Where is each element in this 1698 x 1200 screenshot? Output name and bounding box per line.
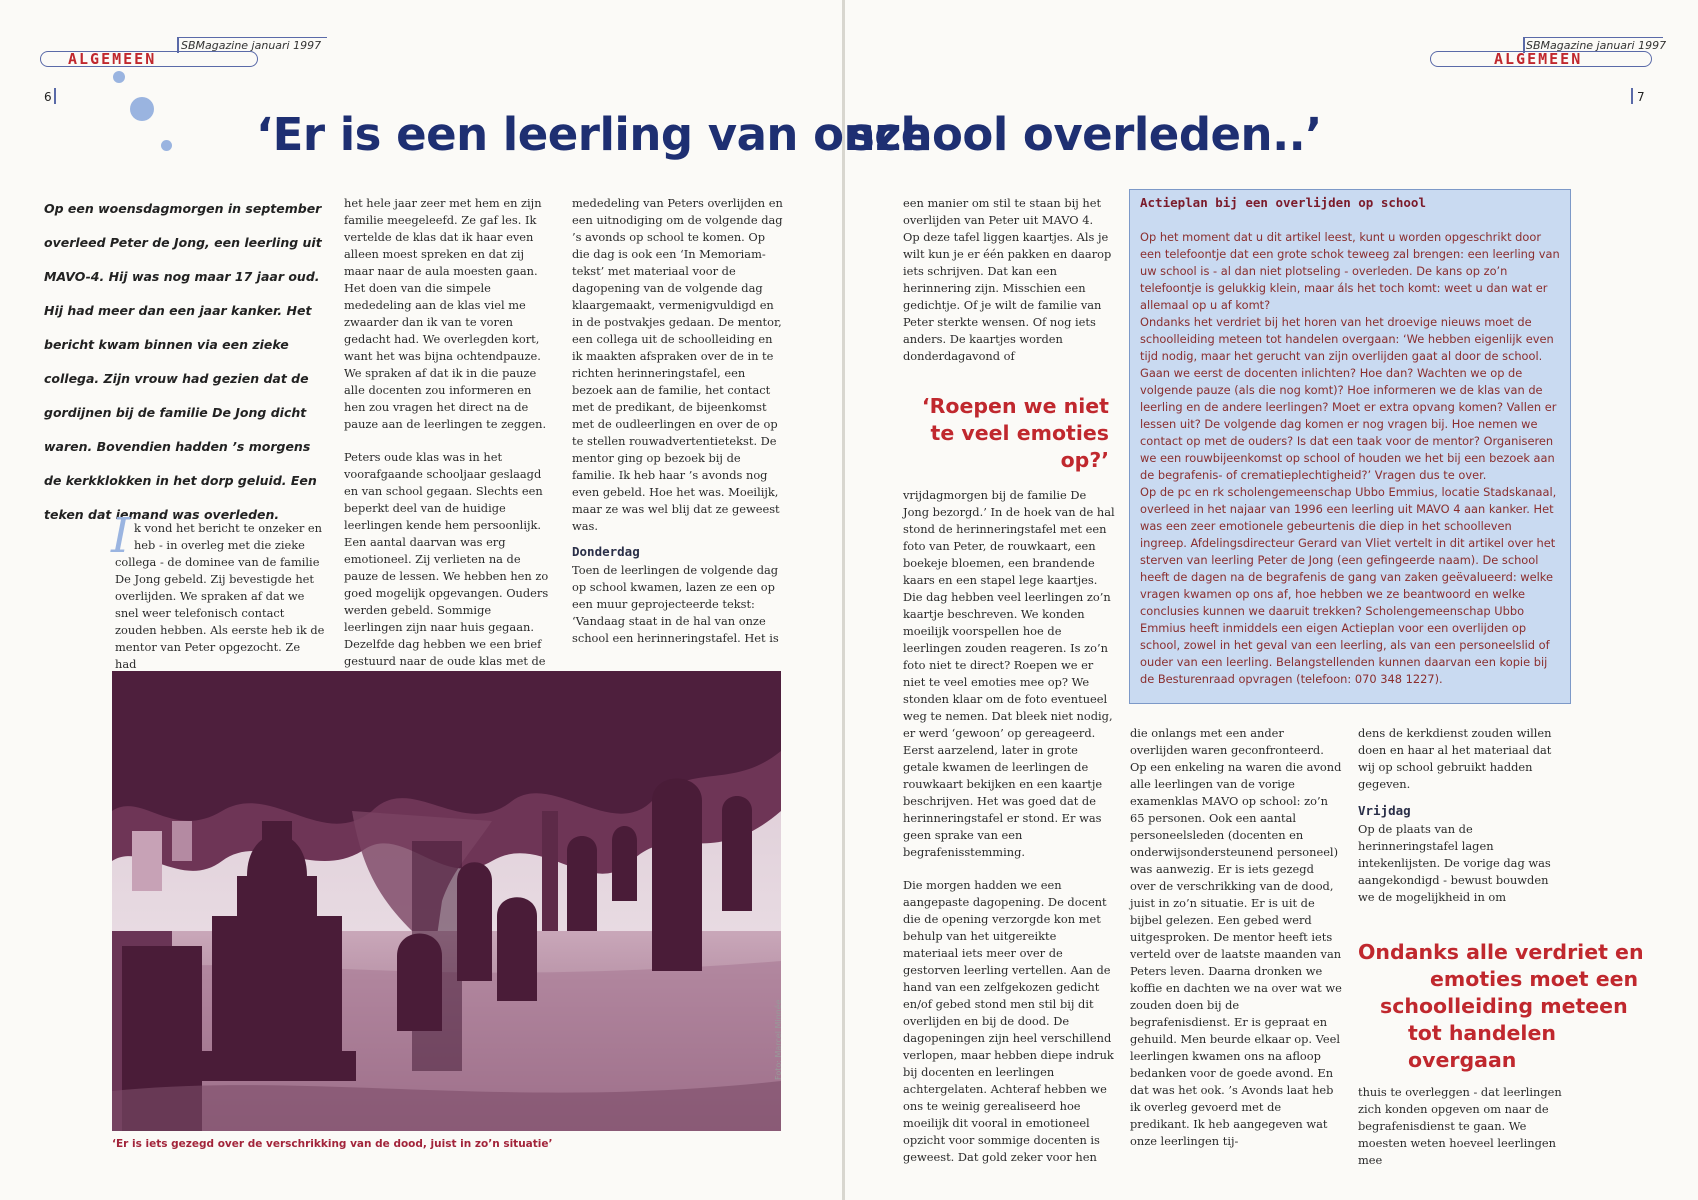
paragraph: die onlangs met een ander overlijden waren geconfronteerd. Op een enkeling na waren die avond alle leerlingen van de vorige examenklas MAVO op school: zo’n 65 personen. Ook een aantal personeelsleden (docenten en onderwijsondersteunend personeel) was aanwezig. Er is iets gezegd over de verschrikking van de dood, juist in zo’n situatie. Er is uit de bijbel gelezen. Een gebed werd uitgesproken. De mentor heeft iets verteld over de laatste maanden van Peters leven. Daarna dronken we koffie en dachten we na over wat we zouden doen bij de begrafenisdienst. Er is gepraat en gehuild. Men beurde elkaar op. Veel leerlingen kwamen ons na afloop bedanken voor de goede avond. En dat was het ook. ’s Avonds laat heb ik overleg gevoerd met de predikant. Ik heb aangegeven wat onze leerlingen tij- xyxy=(1130,726,1342,1148)
pull-quote-line: Ondanks alle verdriet en xyxy=(1358,940,1644,964)
article-column-5 xyxy=(1130,725,1342,1150)
pull-quote-action xyxy=(1358,939,1658,1074)
article-column-2 xyxy=(344,195,552,670)
cemetery-photo-image xyxy=(112,671,781,1131)
header-rule-right xyxy=(1523,37,1663,38)
paragraph: een manier om stil te staan bij het overlijden van Peter uit MAVO 4. Op deze tafel liggen kaartjes. Als je wilt kun je er één pakken en daarop iets schrijven. Dat kan een herinnering zijn. Misschien een gedichtje. Of je wilt de familie van Peter sterkte wensen. Of nog iets anders. De kaartjes worden donderdagavond of xyxy=(903,196,1112,363)
page-number-right: 7 xyxy=(1637,90,1645,104)
action-plan-title: Actieplan bij een overlijden op school xyxy=(1140,195,1426,210)
cemetery-photo xyxy=(112,671,781,1131)
header-rule-left xyxy=(177,37,327,38)
article-column-1 xyxy=(111,508,325,673)
paragraph: dens de kerkdienst zouden willen doen en haar al het materiaal dat wij op school gebruikt hadden gegeven. xyxy=(1358,726,1552,791)
paragraph: Ondanks het verdriet bij het horen van het droevige nieuws moet de schoolleiding meteen tot handelen overgaan: ‘We hebben eigenlijk even tijd nodig, maar het gerucht van zijn overlijden gaat al door de school. Gaan we eerst de docenten inlichten? Hoe dan? Wachten we op de volgende pauze (als die nog komt)? Hoe informeren we de klas van de leerling en de andere leerlingen? Moet er extra opvang komen? Vallen er lessen uit? De volgende dag komen er nog vragen bij. Hoe nemen we contact op met de ouders? Is dat een taak voor de mentor? Organiseren we een rouwbijeenkomst op school of houden we het bij een bezoek aan de begrafenis- of crematieplechtigheid?’ Vragen dus te over. xyxy=(1140,315,1557,482)
header-vrule-left xyxy=(177,37,179,53)
page-number-rule-right xyxy=(1631,88,1633,104)
pull-quote-emotions: ‘Roepen we niet te veel emoties op?’ xyxy=(921,394,1109,472)
article-column-4 xyxy=(903,195,1113,365)
decorative-dot xyxy=(113,71,125,83)
paragraph: Peters oude klas was in het voorafgaande schooljaar geslaagd en van school gegaan. Slechts een beperkt deel van de huidige leerlingen kende hem persoonlijk. Een aantal daarvan was erg emotioneel. Zij verlieten na de pauze de lessen. We hebben hen zo goed mogelijk opgevangen. Ouders werden gebeld. Sommige leerlingen zijn naar huis gegaan. Dezelfde dag hebben we een brief gestuurd naar de oude klas met de xyxy=(344,450,549,668)
page-number-left: 6 xyxy=(44,90,52,104)
paragraph: vrijdagmorgen bij de familie De Jong bezorgd.’ In de hoek van de hal stond de herinneringstafel met een foto van Peter, de rouwkaart, een boekeje bloemen, een brandende kaars en een stapel lege kaartjes. Die dag hebben veel leerlingen zo’n kaartje beschreven. We konden moeilijk voorspellen hoe de leerlingen zouden reageren. Is zo’n foto niet te direct? Roepen we er niet te veel emoties mee op? We stonden klaar om de foto eventueel weg te nemen. Dat bleek niet nodig, er werd ‘gewoon’ op gereageerd. Eerst aarzelend, later in grote getale kwamen de leerlingen de rouwkaart bekijken en een kaartje beschrijven. Het was goed dat de herinneringstafel er stond. Er was geen sprake van een begrafenisstemming. xyxy=(903,488,1115,859)
section-label-left: ALGEMEEN xyxy=(68,50,157,68)
article-column-4-continued xyxy=(903,487,1115,1166)
paragraph: het hele jaar zeer met hem en zijn familie meegeleefd. Ze gaf les. Ik vertelde de klas dat ik haar even alleen moest spreken en dat zij maar naar de aula moesten gaan. Het doen van die simpele mededeling aan de klas viel me zwaarder dan ik van te voren gedacht had. We overlegden kort, want het was bijna ochtendpauze. We spraken af dat ik in die pauze alle docenten zou informeren en hen zou vragen het direct na de pauze aan de leerlingen te zeggen. xyxy=(344,196,547,431)
action-plan-text xyxy=(1140,229,1562,688)
page-number-rule-left xyxy=(54,88,56,104)
decorative-dot xyxy=(130,97,154,121)
decorative-dot xyxy=(161,140,172,151)
paragraph: Op het moment dat u dit artikel leest, kunt u worden opgeschrikt door een telefoontje dat een grote schok teweeg zal brengen: een leerling van uw school is - al dan niet plotseling - overleden. De kans op zo’n telefoontje is gelukkig klein, maar áls het toch komt: weet u dan wat er allemaal op u af komt? xyxy=(1140,230,1560,312)
magazine-issue-left: SBMagazine januari 1997 xyxy=(181,39,322,52)
photo-caption: ‘Er is iets gezegd over de verschrikking van de dood, juist in zo’n situatie’ xyxy=(112,1138,553,1150)
article-title-part2: school overleden..’ xyxy=(848,108,1322,161)
article-column-6 xyxy=(1358,725,1566,906)
subheading-vrijdag: Vrijdag xyxy=(1358,803,1411,818)
article-intro: Op een woensdagmorgen in september overleed Peter de Jong, een leerling uit MAVO-4. Hij was nog maar 17 jaar oud. Hij had meer dan een jaar kanker. Het bericht kwam binnen via een zieke collega. Zijn vrouw had gezien dat de gordijnen bij de familie De Jong dicht waren. Bovendien hadden ’s morgens de kerkklokken in het dorp geluid. Een teken dat iemand was overleden. xyxy=(44,201,322,522)
section-label-right: ALGEMEEN xyxy=(1494,50,1583,68)
paragraph: thuis te overleggen - dat leerlingen zich konden opgeven om naar de begrafenisdienst te gaan. We moesten weten hoeveel leerlingen mee xyxy=(1358,1085,1562,1167)
article-title-part1: ‘Er is een leerling van onze xyxy=(256,108,931,161)
article-column-3 xyxy=(572,195,784,647)
column-1-text: k vond het bericht te onzeker en heb - in overleg met die zieke collega - de dominee van de familie De Jong gebeld. Zij bevestigde het overlijden. We spraken af dat we snel weer telefonisch contact zouden hebben. Als eerste heb ik de mentor van Peter opgezocht. Ze had xyxy=(115,521,325,671)
paragraph: Toen de leerlingen de volgende dag op school kwamen, lazen ze een op een muur geprojecteerde tekst: ‘Vandaag staat in de hal van onze school een herinneringstafel. Het is xyxy=(572,563,779,645)
paragraph: Op de plaats van de herinneringstafel lagen intekenlijsten. De vorige dag was aangekondigd - bewust bouwden we de mogelijkheid in om xyxy=(1358,822,1551,904)
drop-cap: I xyxy=(111,508,130,564)
paragraph: Op de pc en rk scholengemeenschap Ubbo Emmius, locatie Stadskanaal, overleed in het najaar van 1996 een leerling uit MAVO 4 aan kanker. Het was een zeer emotionele gebeurtenis die diep in het schoolleven ingreep. Afdelingsdirecteur Gerard van Vliet vertelt in dit artikel over het sterven van leerling Peter de Jong (een gefingeerde naam). De school heeft de dagen na de begrafenis de gang van zaken geëvalueerd: welke vragen kwamen op ons af, hoe hebben we ze beantwoord en welke conclusies kunnen we daaruit trekken? Scholengemeenschap Ubbo Emmius heeft inmiddels een eigen Actieplan voor een overlijden op school, zowel in het geval van een leerling, als van een personeelslid of ouder van een leerling. Belangstellenden kunnen daarvan een kopie bij de Besturenraad opvragen (telefoon: 070 348 1227). xyxy=(1140,485,1557,686)
magazine-issue-right: SBMagazine januari 1997 xyxy=(1526,39,1667,52)
pull-quote-line: emoties moet een xyxy=(1430,967,1639,991)
paragraph: mededeling van Peters overlijden en een uitnodiging om de volgende dag ’s avonds op school te komen. Op die dag is ook een ‘In Memoriam-tekst’ met materiaal voor de dagopening van de volgende dag klaargemaakt, vermenigvuldigd en in de postvakjes gedaan. De mentor, een collega uit de schoolleiding en ik maakten afspraken over de in te richten herinneringstafel, een bezoek aan de familie, het contact met de predikant, de bijeenkomst met de oudleerlingen en over de op te stellen rouwadvertentietekst. De mentor ging op bezoek bij de familie. Ik heb haar ’s avonds nog even gebeld. Hoe het was. Moeilijk, maar ze was wel blij dat ze geweest was. xyxy=(572,196,783,533)
pull-quote-line: schoolleiding meteen xyxy=(1380,994,1628,1018)
paragraph: Die morgen hadden we een aangepaste dagopening. De docent die de opening verzorgde kon met behulp van het uitgereikte materiaal iets meer over de gestorven leerling vertellen. Aan de hand van een zelfgekozen gedicht en/of gebed stond men stil bij dit overlijden en bij de dood. De dagopeningen zijn heel verschillend verlopen, maar hebben diepe indruk bij docenten en leerlingen achtergelaten. Achteraf hebben we ons te weinig gerealiseerd hoe moeilijk dit vooral in emotioneel opzicht voor sommige docenten is geweest. Dat gold zeker voor hen xyxy=(903,878,1114,1164)
photo-credit: Foto: Marcel Minnée xyxy=(774,999,783,1080)
subheading-donderdag: Donderdag xyxy=(572,544,640,559)
article-column-6-end xyxy=(1358,1084,1566,1169)
pull-quote-line: tot handelen overgaan xyxy=(1408,1021,1556,1072)
